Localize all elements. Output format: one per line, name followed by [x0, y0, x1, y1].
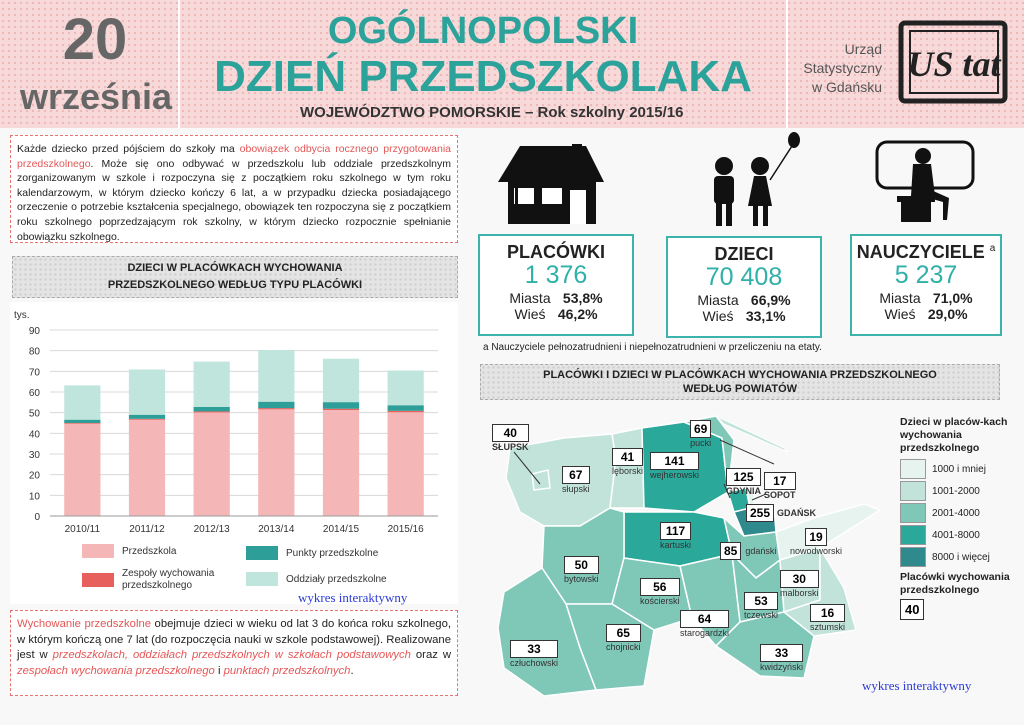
y-tick-label: 40 — [28, 429, 40, 441]
map-label-bytowski — [564, 556, 599, 584]
x-tick-label: 2010/11 — [64, 524, 101, 535]
map-legend-item — [900, 503, 1018, 523]
stat-row1-label: Miasta — [509, 290, 551, 306]
definition-text-2: oraz w — [410, 649, 452, 661]
stat-title: PLACÓWKI — [507, 242, 605, 262]
map-legend-swatch — [900, 547, 926, 567]
bar-segment — [64, 420, 100, 423]
stat-value: 1 376 — [524, 261, 588, 289]
bar-segment — [323, 409, 359, 410]
bar-chart — [10, 302, 458, 542]
map-legend-item — [900, 481, 1018, 501]
stat-row1-value: 71,0% — [932, 290, 973, 306]
legend-swatch — [82, 573, 114, 587]
bar-segment — [258, 402, 294, 408]
bar-segment — [194, 412, 230, 516]
stat-title: NAUCZYCIELE — [856, 242, 985, 262]
map-label-malborski — [780, 570, 819, 598]
placowki-count: 19 — [805, 528, 826, 546]
bar-segment — [129, 415, 165, 419]
definition-em-4: punktach przedszkolnych — [223, 664, 351, 677]
map-label-leborski — [612, 448, 643, 476]
map-label-gdynia — [726, 468, 761, 496]
map-legend2-value: 40 — [900, 599, 924, 620]
powiat-name: sztumski — [810, 622, 846, 632]
powiat-name: malborski — [780, 588, 819, 598]
map-legend-item — [900, 547, 1018, 567]
powiat-name: bytowski — [564, 574, 599, 584]
map-section-title: PLACÓWKI I DZIECI W PLACÓWKACH WYCHOWANIA PRZEDSZKOLNEGO WEDŁUG POWIATÓW — [543, 369, 937, 395]
placowki-count: 50 — [564, 556, 599, 574]
bar-segment — [388, 411, 424, 412]
bar-segment — [129, 420, 165, 516]
footnote: a Nauczyciele pełnozatrudnieni i niepełnozatrudnieni w przeliczeniu na etaty. — [483, 342, 822, 353]
chart-section-title-box — [12, 256, 458, 298]
y-tick-label: 10 — [28, 491, 40, 503]
map-label-kwidzynski — [760, 644, 803, 672]
definition-term: Wychowanie przedszkolne — [17, 618, 152, 630]
x-tick-label: 2015/16 — [387, 524, 424, 535]
powiat-name: kartuski — [660, 540, 692, 550]
map-legend-swatch — [900, 481, 926, 501]
y-tick-label: 70 — [28, 367, 40, 379]
map-legend-label: 2001-4000 — [932, 507, 980, 519]
stat-row2-label: Wieś — [702, 308, 734, 324]
stat-row1-value: 66,9% — [750, 292, 791, 308]
bar-segment — [64, 424, 100, 516]
legend-label: Przedszkola — [122, 545, 177, 557]
bar-segment — [129, 419, 165, 420]
placowki-count: 65 — [606, 624, 641, 642]
legend-swatch — [246, 546, 278, 560]
stat-title: DZIECI — [714, 244, 774, 264]
x-tick-label: 2012/13 — [193, 524, 230, 535]
stat-dzieci — [666, 236, 822, 338]
powiat-name: SOPOT — [764, 490, 796, 500]
stat-value: 5 237 — [894, 261, 958, 289]
definition-text-3: i — [214, 664, 224, 677]
ustat-logo — [898, 20, 1010, 104]
placowki-count: 141 — [650, 452, 699, 470]
map-legend-swatch — [900, 459, 926, 479]
bar-segment — [323, 410, 359, 516]
map-label-slupsk — [492, 424, 529, 452]
legend-swatch — [246, 572, 278, 586]
map-label-wejherowski — [650, 452, 699, 480]
map-legend2-title: Placówki wychowania przedszkolnego — [900, 571, 1010, 596]
y-tick-label: 60 — [28, 388, 40, 399]
stat-footnote-mark: a — [989, 243, 996, 254]
office-line3: w Gdańsku — [811, 79, 882, 95]
placowki-count: 30 — [780, 570, 819, 588]
bar-segment — [323, 359, 359, 402]
definition-text-4: . — [350, 664, 354, 677]
definition-text-1: obejmuje dzieci w wieku od lat 3 do końca roku szkolnego, w którym kończą one 7 lat (do rozpoczęcia nauki w szkole podstawowej). Realizowane jest w — [17, 618, 451, 661]
placowki-count: 85 — [720, 542, 741, 560]
x-tick-label: 2011/12 — [129, 524, 165, 535]
powiat-name: człuchowski — [510, 658, 559, 668]
powiat-name: kościerski — [640, 596, 680, 606]
definition-box — [10, 610, 458, 696]
bar-segment — [258, 350, 294, 402]
title-line2: DZIEŃ PRZEDSZKOLAKA — [214, 52, 752, 101]
office-line2: Statystyczny — [803, 60, 882, 76]
placowki-count: 125 — [726, 468, 761, 486]
map-label-koscierski — [640, 578, 680, 606]
map-legend-items — [900, 459, 1018, 567]
map-legend-label: 1000 i mniej — [932, 463, 986, 475]
region-slupsk — [532, 470, 550, 490]
x-tick-label: 2014/15 — [322, 524, 360, 535]
y-tick-label: 80 — [28, 346, 40, 358]
map-label-gdansk — [746, 504, 816, 522]
bar-segment — [258, 408, 294, 409]
placowki-count: 69 — [690, 420, 711, 438]
map-legend-swatch — [900, 525, 926, 545]
placowki-count: 64 — [680, 610, 729, 628]
map-label-gdanski — [720, 542, 776, 560]
definition-em-3: zespołach wychowania przedszkolnego — [17, 664, 215, 677]
title-line1: OGÓLNOPOLSKI — [327, 10, 639, 52]
map-legend-swatch — [900, 503, 926, 523]
powiat-name: GDYNIA — [726, 486, 762, 496]
stat-row2-value: 46,2% — [557, 306, 598, 322]
placowki-count: 41 — [612, 448, 643, 466]
map-legend-title: Dzieci w placów-kach wychowania przedszkolnego — [900, 416, 1008, 454]
bar-segment — [64, 385, 100, 419]
definition-em-2: przedszkolach, oddziałach przedszkolnych w szkołach podstawowych — [52, 649, 411, 661]
stat-row1-label: Miasta — [879, 290, 921, 306]
map-label-chojnicki — [606, 624, 641, 652]
header-divider-right — [786, 0, 788, 128]
map-legend-label: 4001-8000 — [932, 529, 980, 541]
y-tick-label: 50 — [28, 408, 40, 420]
powiat-name: nowodworski — [790, 546, 843, 556]
stat-row1-label: Miasta — [697, 292, 739, 308]
legend-label: Oddziały przedszkolne — [286, 573, 387, 585]
logo-text: US tat — [907, 44, 1001, 84]
powiat-name: wejherowski — [650, 470, 700, 480]
bar-segment — [388, 405, 424, 411]
bar-segment — [388, 371, 424, 406]
stat-row2-label: Wieś — [514, 306, 546, 322]
teacher-icon — [873, 138, 977, 231]
stat-row2-label: Wieś — [884, 306, 916, 322]
bar-segment — [388, 412, 424, 516]
map-section-title-box — [480, 364, 1000, 400]
map-label-starogardzki — [680, 610, 729, 638]
map-label-sztumski — [810, 604, 845, 632]
chart-section-title: DZIECI W PLACÓWKACH WYCHOWANIA PRZEDSZKOLNEGO WEDŁUG TYPU PLACÓWKI — [107, 262, 363, 291]
powiat-name: SŁUPSK — [492, 442, 529, 452]
pomorskie-map — [484, 408, 884, 700]
y-tick-label: 30 — [28, 450, 40, 461]
map-legend — [900, 416, 1018, 620]
legend-item-przedszkola — [82, 544, 176, 558]
legend-label: Zespoły wychowania przedszkolnego — [122, 568, 215, 591]
date-month: września — [19, 76, 173, 117]
stat-nauczyciele — [850, 234, 1002, 336]
map-label-pucki — [690, 420, 711, 448]
legend-item-zespoly — [82, 568, 232, 592]
powiat-name: tczewski — [744, 610, 779, 620]
placowki-count: 255 — [746, 504, 774, 522]
powiat-name: chojnicki — [606, 642, 641, 652]
powiat-name: gdański — [745, 546, 777, 556]
placowki-count: 16 — [810, 604, 845, 622]
map-label-czluchowski — [510, 640, 558, 668]
office-line1: Urząd — [844, 41, 882, 57]
bar-segment — [258, 409, 294, 516]
intro-box — [10, 135, 458, 243]
powiat-name: GDAŃSK — [777, 508, 817, 518]
bar-segment — [194, 362, 230, 407]
interactive-map-link[interactable]: wykres interaktywny — [862, 678, 972, 693]
map-label-slupski — [562, 466, 590, 494]
title-subtitle: WOJEWÓDZTWO POMORSKIE – Rok szkolny 2015/16 — [300, 104, 684, 121]
map-legend-item — [900, 459, 1018, 479]
map-legend-label: 1001-2000 — [932, 485, 980, 497]
children-icon — [700, 130, 810, 235]
legend-label: Punkty przedszkolne — [286, 547, 379, 559]
intro-emphasis: obowiązek odbycia rocznego przygotowania przedszkolnego — [17, 143, 451, 170]
stat-placowki — [478, 234, 634, 336]
x-tick-label: 2013/14 — [258, 524, 295, 535]
powiat-name: starogardzki — [680, 628, 730, 638]
map-label-tczewski — [744, 592, 778, 620]
office-name — [790, 40, 882, 97]
placowki-count: 40 — [492, 424, 529, 442]
map-legend-item — [900, 525, 1018, 545]
placowki-count: 117 — [660, 522, 691, 540]
y-tick-label: 20 — [28, 470, 40, 482]
stat-row2-value: 33,1% — [745, 308, 786, 324]
powiat-name: kwidzyński — [760, 662, 804, 672]
placowki-count: 17 — [764, 472, 796, 490]
date-day: 20 — [62, 7, 128, 72]
placowki-count: 53 — [744, 592, 778, 610]
bar-segment — [129, 369, 165, 414]
bar-segment — [64, 423, 100, 424]
map-label-nowodworski — [790, 528, 842, 556]
interactive-chart-link[interactable]: wykres interaktywny — [298, 590, 408, 605]
bar-segment — [323, 402, 359, 409]
placowki-count: 33 — [760, 644, 803, 662]
y-tick-label: 0 — [34, 512, 40, 523]
legend-item-oddzialy — [246, 572, 387, 586]
intro-text-2: . Może się ono odbywać w przedszkolu lub oddziale przedszkolnym zorganizowanym w szkole i rozpoczyna się z początkiem roku szkolnego w tym roku kalendarzowym, w którym dziecko kończy 6 lat, a w przypadku dziecka posiadającego orzeczenie o potrzebie kształcenia specjalnego, obowiązek ten rozpoczyna się z początkiem roku szkolnego poprzedzającym rok szkolny, w którym dziecko rozpocznie spełnianie obowiązku szkolnego. — [17, 157, 451, 243]
powiat-name: słupski — [562, 484, 590, 494]
map-label-sopot — [764, 472, 796, 500]
map-legend-label: 8000 i więcej — [932, 551, 990, 563]
powiat-name: lęborski — [612, 466, 644, 476]
stat-row1-value: 53,8% — [562, 290, 603, 306]
house-icon — [490, 138, 610, 233]
intro-text-1: Każde dziecko przed pójściem do szkoły ma — [17, 143, 240, 155]
placowki-count: 33 — [510, 640, 558, 658]
bar-segment — [194, 407, 230, 412]
powiat-name: pucki — [690, 438, 712, 448]
stat-value: 70 408 — [705, 263, 783, 291]
y-axis-label: tys. — [14, 310, 30, 321]
legend-swatch — [82, 544, 114, 558]
y-tick-label: 90 — [28, 326, 40, 337]
chart-panel — [10, 302, 458, 604]
placowki-count: 56 — [640, 578, 680, 596]
bar-segment — [194, 411, 230, 412]
map-label-kartuski — [660, 522, 691, 550]
legend-item-punkty — [246, 546, 378, 560]
placowki-count: 67 — [562, 466, 590, 484]
stat-row2-value: 29,0% — [927, 306, 968, 322]
